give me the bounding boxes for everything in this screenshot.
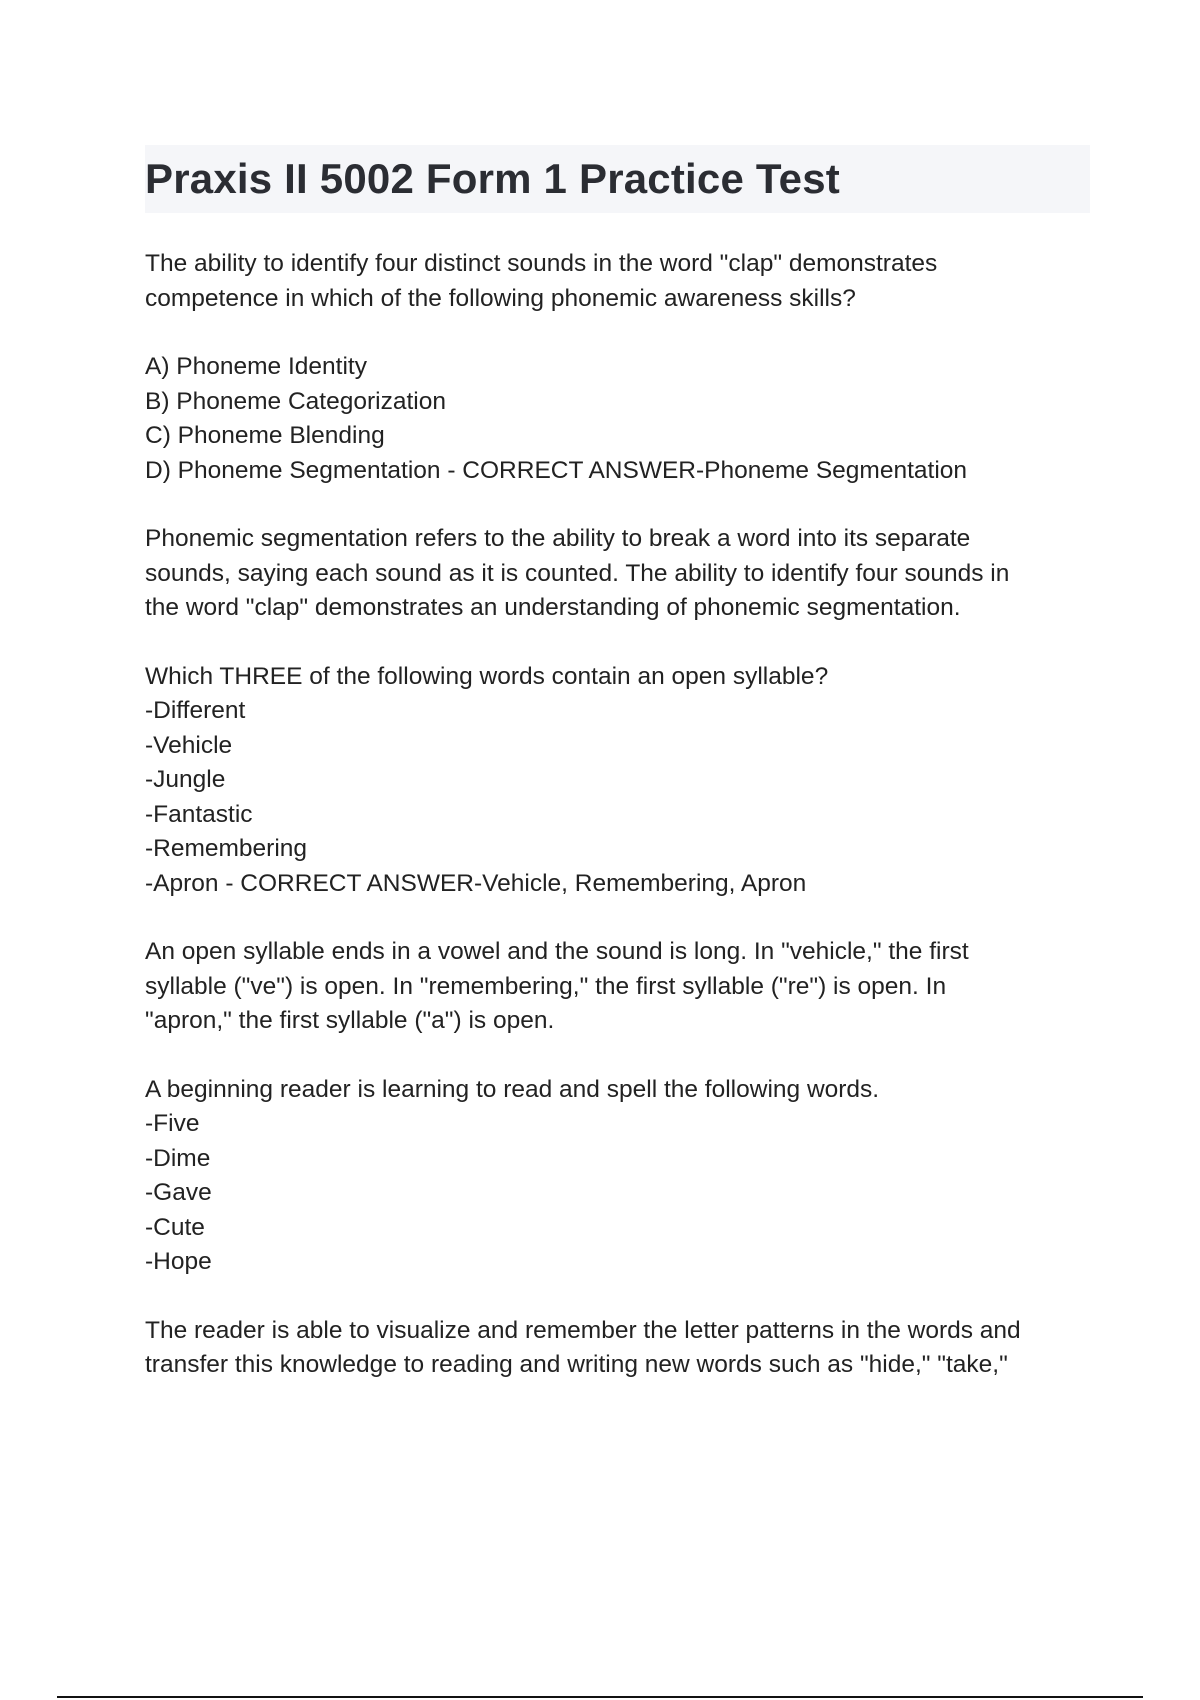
footer-divider bbox=[57, 1696, 1143, 1698]
explanation-line: syllable ("ve") is open. In "remembering," the first syllable ("re") is open. In bbox=[145, 972, 947, 1000]
explanation-2 bbox=[145, 935, 1090, 1039]
list-item-answer: -Apron - CORRECT ANSWER-Vehicle, Remembering, Apron bbox=[145, 869, 807, 897]
question-3-text: A beginning reader is learning to read and spell the following words. bbox=[145, 1075, 880, 1103]
explanation-line: Phonemic segmentation refers to the ability to break a word into its separate bbox=[145, 525, 971, 552]
question-1-line: competence in which of the following phonemic awareness skills? bbox=[145, 284, 856, 312]
option-d: D) Phoneme Segmentation - CORRECT ANSWER-Phoneme Segmentation bbox=[145, 456, 968, 484]
question-2-text: Which THREE of the following words contain an open syllable? bbox=[145, 662, 829, 690]
title-bar bbox=[145, 145, 1090, 213]
explanation-line: sounds, saying each sound as it is counted. The ability to identify four sounds in bbox=[145, 559, 1010, 587]
explanation-1 bbox=[145, 522, 1090, 626]
continuation-line: The reader is able to visualize and remember the letter patterns in the words and bbox=[145, 1316, 1021, 1344]
document-page bbox=[145, 145, 1090, 1383]
continuation-line: transfer this knowledge to reading and writing new words such as "hide," "take," bbox=[145, 1351, 1008, 1378]
question-1 bbox=[145, 247, 1090, 316]
question-3 bbox=[145, 1073, 1090, 1280]
list-item: -Five bbox=[145, 1110, 200, 1137]
page-title: Praxis II 5002 Form 1 Practice Test bbox=[145, 155, 840, 202]
list-item: -Hope bbox=[145, 1248, 212, 1275]
list-item: -Remembering bbox=[145, 835, 308, 862]
explanation-line: the word "clap" demonstrates an understanding of phonemic segmentation. bbox=[145, 594, 961, 621]
list-item: -Fantastic bbox=[145, 800, 253, 828]
list-item: -Jungle bbox=[145, 766, 226, 793]
option-c: C) Phoneme Blending bbox=[145, 422, 385, 449]
explanation-line: An open syllable ends in a vowel and the sound is long. In "vehicle," the first bbox=[145, 938, 969, 965]
option-a: A) Phoneme Identity bbox=[145, 353, 367, 380]
question-2 bbox=[145, 660, 1090, 902]
list-item: -Gave bbox=[145, 1179, 212, 1206]
list-item: -Cute bbox=[145, 1213, 205, 1241]
list-item: -Different bbox=[145, 697, 246, 724]
question-3-continuation bbox=[145, 1314, 1090, 1383]
list-item: -Dime bbox=[145, 1144, 211, 1172]
option-b: B) Phoneme Categorization bbox=[145, 387, 446, 415]
question-1-line: The ability to identify four distinct sounds in the word "clap" demonstrates bbox=[145, 250, 938, 277]
list-item: -Vehicle bbox=[145, 731, 233, 759]
question-1-options bbox=[145, 350, 1090, 488]
explanation-line: "apron," the first syllable ("a") is open. bbox=[145, 1007, 555, 1034]
